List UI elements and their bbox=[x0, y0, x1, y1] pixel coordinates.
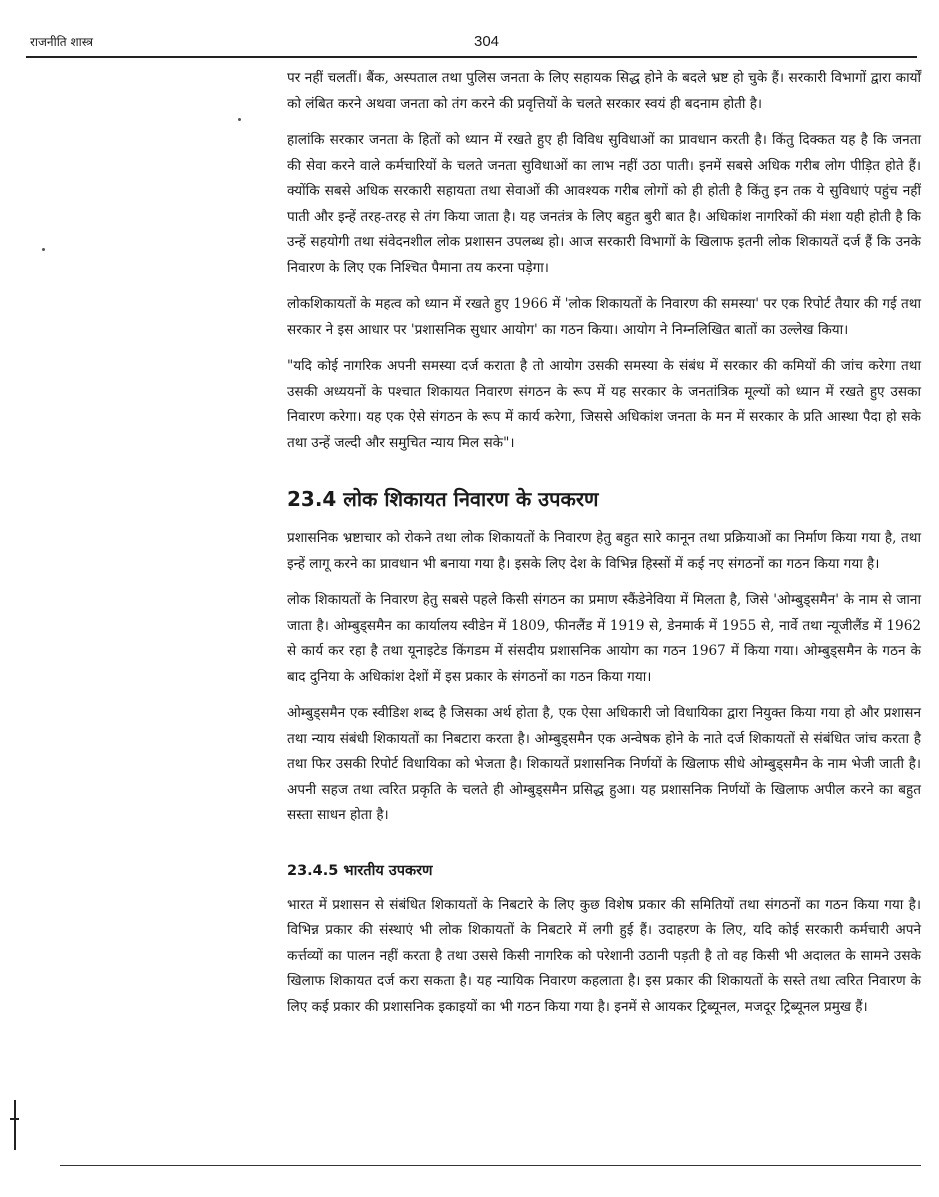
paragraph: ओम्बुड्समैन एक स्वीडिश शब्द है जिसका अर्थ होता है, एक ऐसा अधिकारी जो विधायिका द्वारा नियुक्त किया गया हो और प्रशासन तथा न्याय संबंधी शिकायतों का निबटारा करता है। ओम्बुड्समैन एक अन्वेषक होने के नाते दर्ज शिकायतों से संबंधित जांच करता है तथा फिर उसकी रिपोर्ट विधायिका को भेजता है। शिकायतें प्रशासनिक निर्णयों के खिलाफ सीधे ओम्बुड्समैन के नाम भेजी जाती है। अपनी सहज तथा त्वरित प्रकृति के चलते ही ओम्बुड्समैन प्रसिद्ध हुआ। यह प्रशासनिक निर्णयों के खिलाफ अपील करने का बहुत सस्ता साधन होता है। bbox=[287, 705, 921, 823]
margin-mark bbox=[14, 1100, 16, 1150]
margin-mark-cap bbox=[10, 1118, 19, 1120]
paragraph: लोक शिकायतों के निवारण हेतु सबसे पहले किसी संगठन का प्रमाण स्कैंडेनेविया में मिलता है, जिसे 'ओम्बुड्समैन' के नाम से जाना जाता है। ओम्बुड्समैन का कार्यालय स्वीडेन में 1809, फीनलैंड में 1919 से, डेनमार्क में 1955 से, नार्वे तथा न्यूजीलैंड में 1962 से कार्य कर रहा है तथा यूनाइटेड किंगडम में संसदीय प्रशासनिक आयोग का गठन 1967 में किया गया। ओम्बुड्समैन के गठन के बाद दुनिया के अधिकांश देशों में इस प्रकार के संगठनों का गठन किया गया। bbox=[287, 592, 922, 685]
footer-rule bbox=[60, 1165, 921, 1166]
header-rule bbox=[26, 56, 917, 58]
scan-speck bbox=[238, 118, 241, 121]
paragraph: पर नहीं चलतीं। बैंक, अस्पताल तथा पुलिस जनता के लिए सहायक सिद्ध होने के बदले भ्रष्ट हो चुके हैं। सरकारी विभागों द्वारा कार्यों को लंबित करने अथवा जनता को तंग करने की प्रवृत्तियों के चलते सरकार स्वयं ही बदनाम होती है। bbox=[287, 70, 921, 112]
paragraph: प्रशासनिक भ्रष्टाचार को रोकने तथा लोक शिकायतों के निवारण हेतु बहुत सारे कानून तथा प्रक्रियाओं का निर्माण किया गया है, तथा इन्हें लागू करने का प्रावधान भी बनाया गया है। इसके लिए देश के विभिन्न हिस्सों में कई नए संगठनों का गठन किया गया है। bbox=[287, 530, 921, 572]
running-header: राजनीति शास्त्र bbox=[30, 35, 94, 49]
section-heading: 23.4 लोक शिकायत निवारण के उपकरण bbox=[287, 487, 599, 511]
page-number: 304 bbox=[474, 33, 500, 50]
page-body bbox=[287, 66, 921, 1031]
subsection-heading: 23.4.5 भारतीय उपकरण bbox=[287, 862, 433, 879]
scan-speck bbox=[42, 248, 45, 251]
paragraph: भारत में प्रशासन से संबंधित शिकायतों के निबटारे के लिए कुछ विशेष प्रकार की समितियों तथा संगठनों का गठन किया गया है। विभिन्न प्रकार की संस्थाएं भी लोक शिकायतों के निबटारे में लगी हुई हैं। उदाहरण के लिए, यदि कोई सरकारी कर्मचारी अपने कर्त्तव्यों का पालन नहीं करता है तथा उससे किसी नागरिक को परेशानी उठानी पड़ती है तो वह किसी भी अदालत के सामने उसके खिलाफ शिकायत दर्ज करा सकता है। यह न्यायिक निवारण कहलाता है। इस प्रकार की शिकायतों के सस्ते तथा त्वरित निवारण के लिए कई प्रकार की प्रशासनिक इकाइयों का भी गठन किया गया है। इनमें से आयकर ट्रिब्यूनल, मजदूर ट्रिब्यूनल प्रमुख हैं। bbox=[287, 896, 921, 1015]
quoted-paragraph: "यदि कोई नागरिक अपनी समस्या दर्ज कराता है तो आयोग उसकी समस्या के संबंध में सरकार की कमियों की जांच करेगा तथा उसकी अध्ययनों के पश्चात शिकायत निवारण संगठन के रूप में यह सरकार के जनतांत्रिक मूल्यों को ध्यान में रखते हुए उसका निवारण करेगा। यह एक ऐसे संगठन के रूप में कार्य करेगा, जिससे अधिकांश जनता के मन में सरकार के प्रति आस्था पैदा हो सके तथा उन्हें जल्दी और समुचित न्याय मिल सके"। bbox=[287, 358, 921, 451]
paragraph: लोकशिकायतों के महत्व को ध्यान में रखते हुए 1966 में 'लोक शिकायतों के निवारण की समस्या' पर एक रिपोर्ट तैयार की गई तथा सरकार ने इस आधार पर 'प्रशासनिक सुधार आयोग' का गठन किया। आयोग ने निम्नलिखित बातों का उल्लेख किया। bbox=[287, 296, 921, 338]
paragraph: हालांकि सरकार जनता के हितों को ध्यान में रखते हुए ही विविध सुविधाओं का प्रावधान करती है। किंतु दिक्कत यह है कि जनता की सेवा करने वाले कर्मचारियों के चलते जनता सुविधाओं का लाभ नहीं उठा पाती। इनमें सबसे अधिक गरीब लोग पीड़ित होते हैं। क्योंकि सबसे अधिक सरकारी सहायता तथा सेवाओं की आवश्यक गरीब लोगों को ही होती है किंतु इन तक ये सुविधाएं पहुंच नहीं पाती और इन्हें तरह-तरह से तंग किया जाता है। यह जनतंत्र के लिए बहुत बुरी बात है। अधिकांश नागरिकों की मंशा यही होती है कि उन्हें सहयोगी तथा संवेदनशील लोक प्रशासन उपलब्ध हो। आज सरकारी विभागों के खिलाफ इतनी लोक शिकायतें दर्ज हैं कि उनके निवारण के लिए एक निश्चित पैमाना तय करना पड़ेगा। bbox=[287, 132, 921, 276]
